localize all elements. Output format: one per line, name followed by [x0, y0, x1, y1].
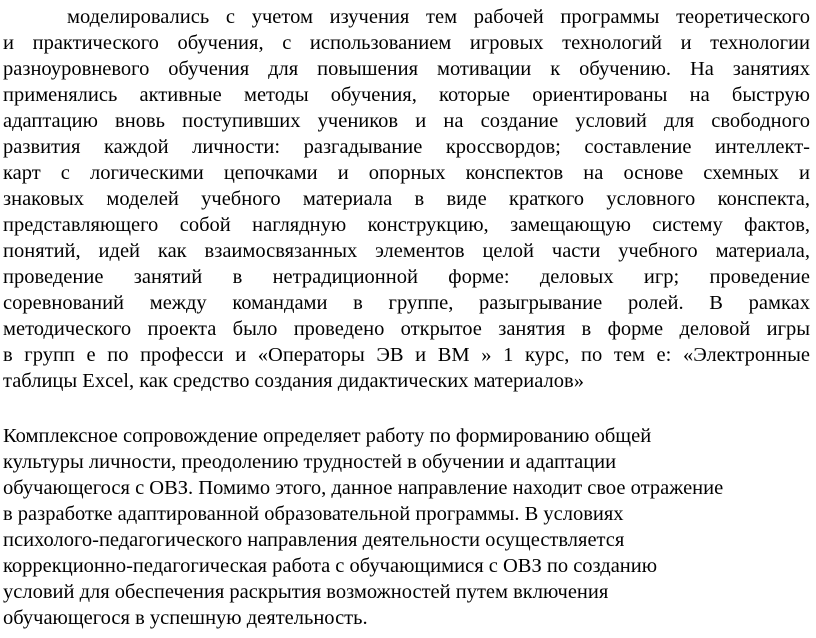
text-line: таблицы Excel, как средство создания дидактических материалов»: [3, 370, 584, 392]
text-line: в групп е по професси и «Операторы ЭВ и ВМ » 1 курс, по тем е: «Электронные: [3, 344, 810, 366]
text-line: обучающегося в успешную деятельность.: [3, 607, 368, 629]
text-line: соревнований между командами в группе, разыгрывание ролей. В рамках: [3, 292, 810, 314]
text-line: условий для обеспечения раскрытия возможностей путем включения: [3, 581, 609, 603]
text-line: развития каждой личности: разгадывание кроссвордов; составление интеллект-: [3, 136, 810, 158]
text-line: разноуровневого обучения для повышения мотивации к обучению. На занятиях: [3, 58, 810, 80]
text-line: применялись активные методы обучения, которые ориентированы на быструю: [3, 84, 810, 106]
text-line: адаптацию вновь поступивших учеников и на создание условий для свободного: [3, 110, 810, 132]
text-line: психолого-педагогического направления деятельности осуществляется: [3, 529, 625, 551]
text-line: коррекционно-педагогическая работа с обучающимися с ОВЗ по созданию: [3, 555, 658, 577]
text-line: методического проекта было проведено открытое занятия в форме деловой игры: [3, 318, 810, 340]
text-line: представляющего собой наглядную конструкцию, замещающую систему фактов,: [3, 214, 810, 236]
text-line: моделировались с учетом изучения тем рабочей программы теоретического: [67, 6, 810, 28]
text-line: обучающегося с ОВЗ. Помимо этого, данное направление находит свое отражение: [3, 477, 724, 499]
text-line: и практического обучения, с использованием игровых технологий и технологии: [3, 32, 810, 54]
text-line: Комплексное сопровождение определяет работу по формированию общей: [3, 425, 652, 447]
text-line: проведение занятий в нетрадиционной форме: деловых игр; проведение: [3, 266, 810, 288]
text-line: карт с логическими цепочками и опорных конспектов на основе схемных и: [3, 162, 810, 184]
text-line: в разработке адаптированной образовательной программы. В условиях: [3, 503, 624, 525]
text-line: культуры личности, преодолению трудностей в обучении и адаптации: [3, 451, 617, 473]
text-line: понятий, идей как взаимосвязанных элементов целой части учебного материала,: [3, 240, 810, 262]
text-line: знаковых моделей учебного материала в виде краткого условного конспекта,: [3, 188, 810, 210]
